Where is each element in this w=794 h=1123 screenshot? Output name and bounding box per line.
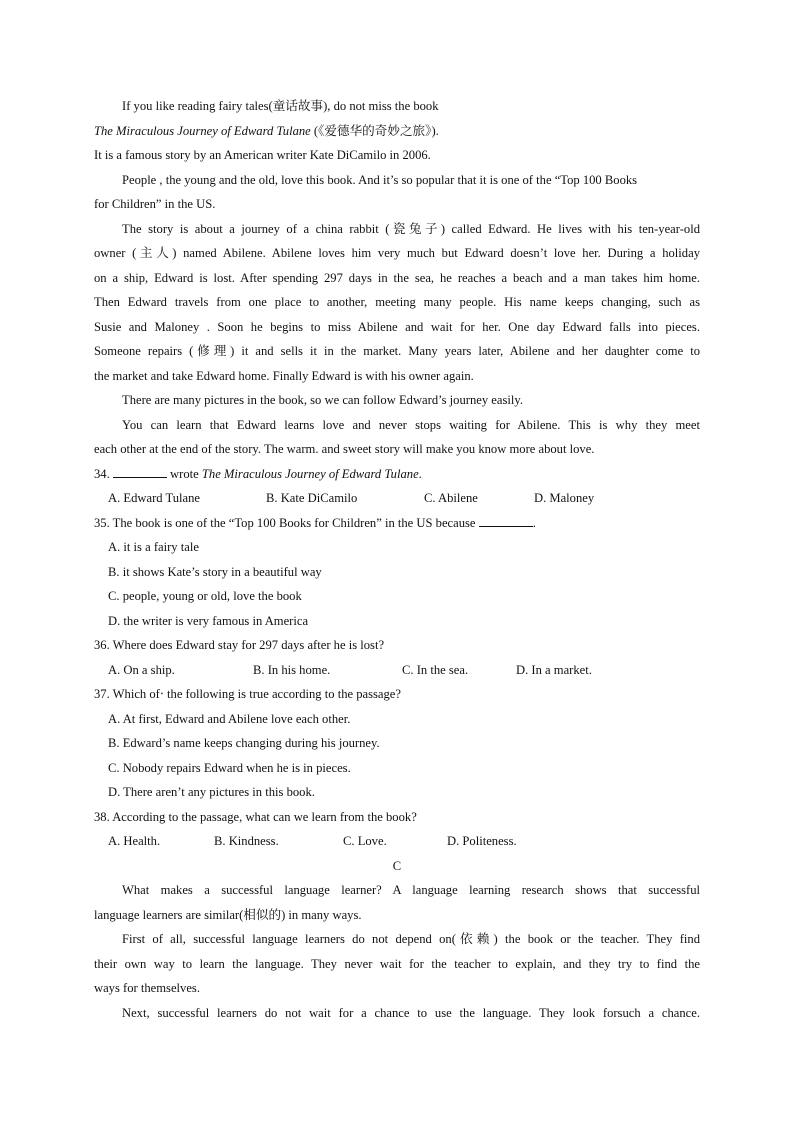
paragraph-line: The story is about a journey of a china rabbit (瓷兔子) called Edward. He lives with his ten-year-old	[122, 221, 700, 236]
answer-blank[interactable]	[113, 464, 167, 478]
paragraph-line: owner (主人) named Abilene. Abilene loves him very much but Edward doesn’t love her. During a holiday	[94, 246, 700, 260]
option-c[interactable]: C. In the sea.	[402, 662, 469, 677]
question-37-stem: 37. Which of‧ the following is true according to the passage?	[94, 687, 401, 701]
passage-b	[94, 94, 700, 462]
option-c[interactable]: C. Love.	[343, 834, 387, 848]
option-a[interactable]: A. Edward Tulane	[108, 491, 200, 505]
option-d[interactable]: D. Maloney	[534, 491, 595, 505]
question-38-options	[94, 829, 700, 854]
option-b[interactable]: B. Edward’s name keeps changing during his journey.	[108, 736, 380, 750]
option-d[interactable]: D. the writer is very famous in America	[108, 613, 309, 628]
section-label: C	[392, 858, 402, 873]
paragraph-line: You can learn that Edward learns love and never stops waiting for Abilene. This is why they meet	[122, 417, 700, 432]
question-36-options	[94, 658, 700, 683]
question-34-stem: 34. wrote The Miraculous Journey of Edward Tulane.	[94, 462, 700, 487]
option-b[interactable]: B. it shows Kate’s story in a beautiful way	[108, 564, 322, 579]
paragraph-line: ways for themselves.	[94, 981, 200, 995]
book-title: The Miraculous Journey of Edward Tulane	[94, 123, 311, 138]
paragraph-line: People , the young and the old, love this book. And it’s so popular that it is one of the “Top 100 Books	[122, 172, 638, 187]
paragraph-line: each other at the end of the story. The warm. and sweet story will make you know more about love.	[94, 442, 595, 456]
questions	[94, 462, 700, 854]
option-a[interactable]: A. On a ship.	[108, 662, 175, 677]
paragraph-line: Someone repairs (修理) it and sells it in the market. Many years later, Abilene and her daughter come to	[94, 344, 700, 358]
passage-c	[94, 854, 700, 1026]
paragraph-line: the market and take Edward home. Finally Edward is with his owner again.	[94, 368, 474, 383]
paragraph-line: Next, successful learners do not wait for a chance to use the language. They look forsuch a chance.	[122, 1005, 700, 1020]
question-36-stem: 36. Where does Edward stay for 297 days after he is lost?	[94, 638, 385, 652]
option-b[interactable]: B. Kindness.	[214, 834, 279, 848]
option-d[interactable]: D. There aren’t any pictures in this book.	[108, 785, 315, 799]
exam-page	[94, 94, 700, 1025]
option-c[interactable]: C. people, young or old, love the book	[108, 589, 302, 603]
answer-blank[interactable]	[479, 513, 533, 527]
option-c[interactable]: C. Nobody repairs Edward when he is in pieces.	[108, 760, 351, 775]
paragraph-line: on a ship, Edward is lost. After spending 297 days in the sea, he reaches a beach and a man takes him home.	[94, 270, 700, 285]
question-35-stem: 35. The book is one of the “Top 100 Books for Children” in the US because .	[94, 511, 700, 536]
paragraph-line: What makes a successful language learner? A language learning research shows that successful	[122, 883, 700, 897]
paragraph-line: their own way to learn the language. They never wait for the teacher to explain, and they try to find the	[94, 956, 700, 971]
option-b[interactable]: B. Kate DiCamilo	[266, 491, 358, 505]
paragraph-line: It is a famous story by an American writer Kate DiCamilo in 2006.	[94, 148, 431, 162]
option-a[interactable]: A. Health.	[108, 834, 161, 848]
book-title-cn: (《爱德华的奇妙之旅》).	[310, 123, 439, 138]
option-c[interactable]: C. Abilene	[424, 491, 478, 505]
paragraph-line: Susie and Maloney . Soon he begins to miss Abilene and wait for her. One day Edward falls into pieces.	[94, 319, 700, 334]
paragraph-line: First of all, successful language learners do not depend on(依赖) the book or the teacher. They find	[122, 932, 700, 946]
question-34-options	[94, 486, 700, 511]
paragraph-line: language learners are similar(相似的) in many ways.	[94, 907, 362, 922]
paragraph-line: If you like reading fairy tales(童话故事), do not miss the book	[122, 99, 439, 113]
option-d[interactable]: D. Politeness.	[447, 834, 517, 848]
question-38-stem: 38. According to the passage, what can we learn from the book?	[94, 809, 417, 824]
paragraph-line: There are many pictures in the book, so we can follow Edward’s journey easily.	[122, 393, 524, 407]
option-b[interactable]: B. In his home.	[253, 662, 331, 677]
paragraph-line: Then Edward travels from one place to another, meeting many people. His name keeps changing, such as	[94, 295, 700, 309]
book-title-line	[94, 119, 700, 144]
option-a[interactable]: A. it is a fairy tale	[108, 540, 199, 554]
option-d[interactable]: D. In a market.	[516, 662, 592, 677]
paragraph-line: for Children” in the US.	[94, 197, 216, 211]
option-a[interactable]: A. At first, Edward and Abilene love each other.	[108, 711, 351, 726]
